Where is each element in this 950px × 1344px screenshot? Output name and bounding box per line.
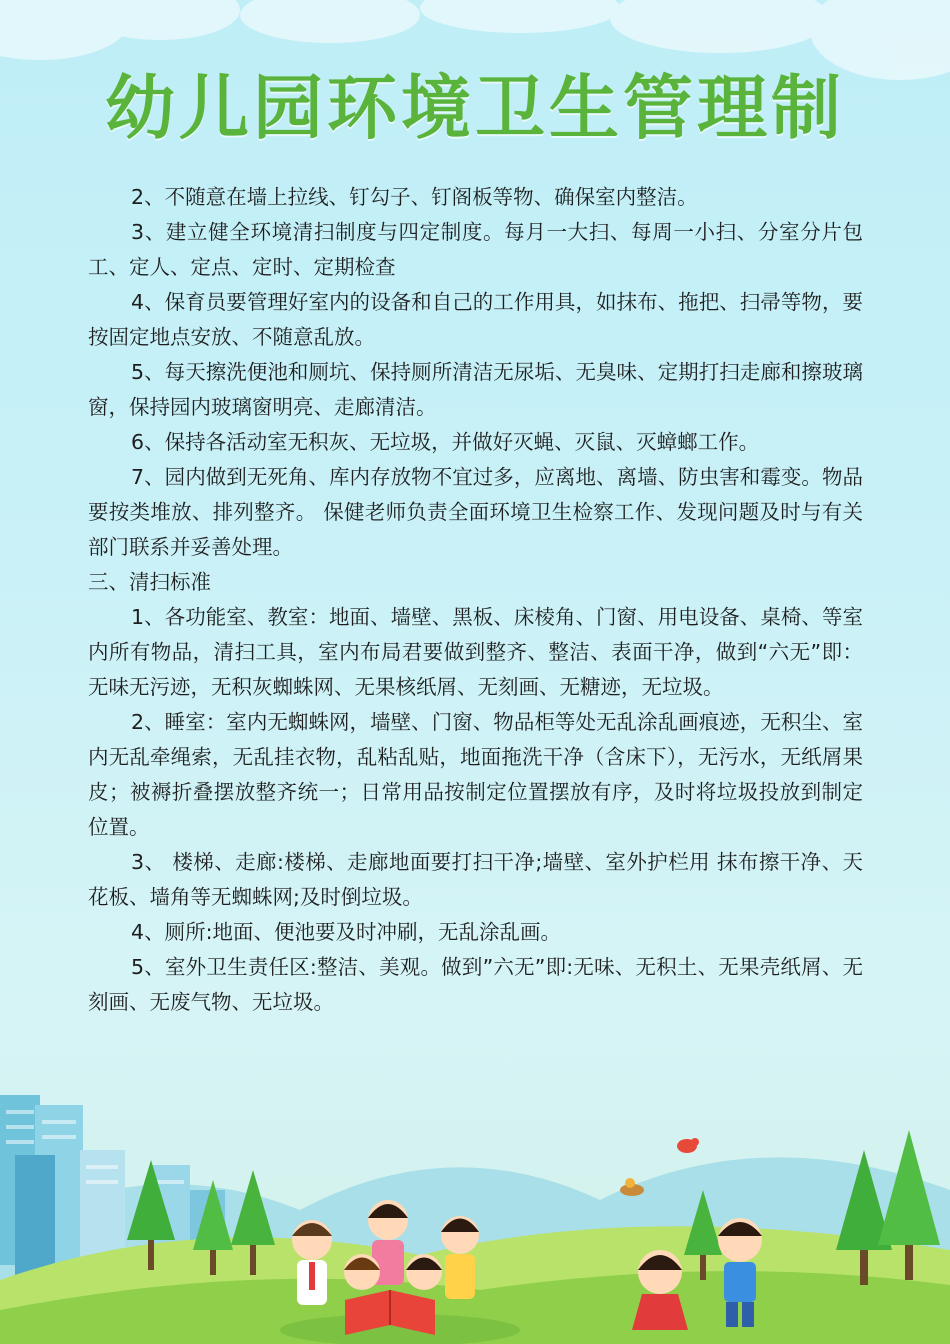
body-paragraph: 2、睡室：室内无蜘蛛网，墙壁、门窗、物品柜等处无乱涂乱画痕迹，无积尘、室内无乱牵绳索，无乱挂衣物，乱粘乱贴，地面拖洗干净（含床下），无污水，无纸屑果皮；被褥折叠摆放整齐统一；日常用品按制定位置摆放有序，及时将垃圾投放到制定位置。: [88, 710, 863, 839]
body-paragraph: 5、室外卫生责任区:整洁、美观。做到”六无”即:无味、无积土、无果壳纸屑、无刻画、无废气物、无垃圾。: [88, 955, 863, 1014]
body-paragraph: 2、不随意在墙上拉线、钉勾子、钉阁板等物、确保室内整洁。: [131, 185, 698, 209]
body-paragraph: 4、保育员要管理好室内的设备和自己的工作用具，如抹布、拖把、扫帚等物，要按固定地点安放、不随意乱放。: [88, 290, 863, 349]
body-paragraph: 7、园内做到无死角、库内存放物不宜过多，应离地、离墙、防虫害和霉变。物品要按类堆放、排列整齐。 保健老师负责全面环境卫生检察工作、发现问题及时与有关部门联系并妥善处理。: [88, 465, 863, 559]
body-paragraph: 4、厕所:地面、便池要及时冲刷，无乱涂乱画。: [131, 920, 561, 944]
body-paragraph: 1、各功能室、教室：地面、墙壁、黑板、床棱角、门窗、用电设备、桌椅、等室内所有物品，清扫工具，室内布局君要做到整齐、整洁、表面干净，做到“六无”即：无味无污迹，无积灰蜘蛛网、无果核纸屑、无刻画、无糖迹，无垃圾。: [88, 605, 863, 699]
body-paragraph: 3、 楼梯、走廊:楼梯、走廊地面要打扫干净;墙壁、室外护栏用 抹布擦干净、天花板、墙角等无蜘蛛网;及时倒垃圾。: [88, 850, 863, 909]
section-heading: 三、清扫标准: [88, 570, 211, 594]
page-title: 幼儿园环境卫生管理制: [105, 67, 845, 149]
body-paragraph: 6、保持各活动室无积灰、无垃圾，并做好灭蝇、灭鼠、灭蟑螂工作。: [131, 430, 760, 454]
playground-illustration: [0, 1040, 950, 1344]
document-body: [88, 180, 863, 1020]
body-paragraph: 3、建立健全环境清扫制度与四定制度。每月一大扫、每周一小扫、分室分片包工、定人、定点、定时、定期检查: [88, 220, 863, 279]
body-paragraph: 5、每天擦洗便池和厕坑、保持厕所清洁无尿垢、无臭味、定期打扫走廊和擦玻璃窗，保持园内玻璃窗明亮、走廊清洁。: [88, 360, 863, 419]
